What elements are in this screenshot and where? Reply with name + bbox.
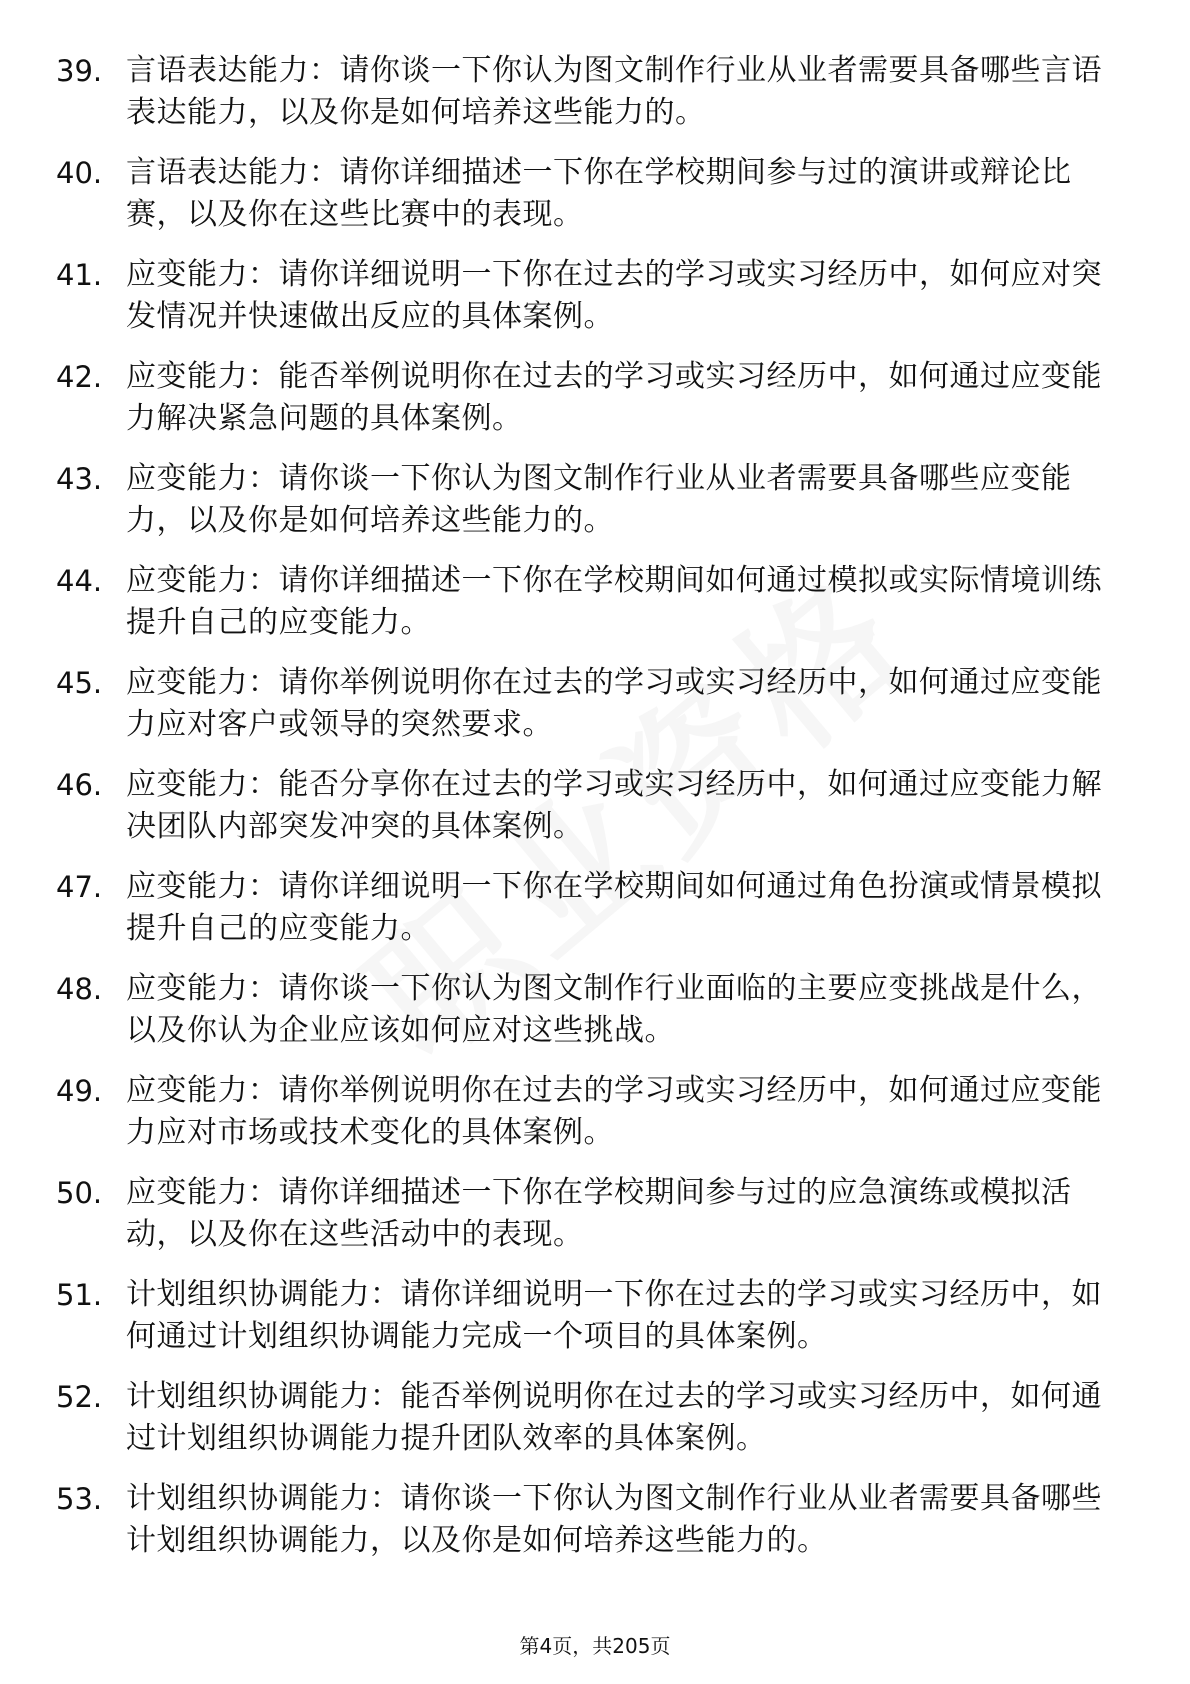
question-item <box>56 560 1116 662</box>
question-item <box>56 1172 1116 1274</box>
question-number: 48. <box>56 972 103 1006</box>
question-text: 应变能力：能否分享你在过去的学习或实习经历中，如何通过应变能力解决团队内部突发冲突的具体案例。 <box>126 767 1102 844</box>
question-text: 应变能力：请你详细描述一下你在学校期间参与过的应急演练或模拟活动，以及你在这些活动中的表现。 <box>126 1175 1072 1252</box>
question-number: 40. <box>56 156 103 190</box>
question-number: 45. <box>56 666 103 700</box>
question-item <box>56 1478 1116 1580</box>
question-number: 39. <box>56 54 103 88</box>
question-item <box>56 1070 1116 1172</box>
question-item <box>56 152 1116 254</box>
question-number: 41. <box>56 258 103 292</box>
question-item <box>56 356 1116 458</box>
question-text: 应变能力：请你详细说明一下你在过去的学习或实习经历中，如何应对突发情况并快速做出反应的具体案例。 <box>126 257 1102 334</box>
question-text: 应变能力：请你举例说明你在过去的学习或实习经历中，如何通过应变能力应对市场或技术变化的具体案例。 <box>126 1073 1102 1150</box>
question-number: 53. <box>56 1482 103 1516</box>
question-text: 应变能力：请你详细描述一下你在学校期间如何通过模拟或实际情境训练提升自己的应变能力。 <box>126 563 1102 640</box>
question-item <box>56 866 1116 968</box>
question-item <box>56 662 1116 764</box>
question-number: 52. <box>56 1380 103 1414</box>
question-item <box>56 968 1116 1070</box>
question-number: 42. <box>56 360 103 394</box>
question-number: 44. <box>56 564 103 598</box>
question-number: 50. <box>56 1176 103 1210</box>
question-text: 计划组织协调能力：能否举例说明你在过去的学习或实习经历中，如何通过计划组织协调能力提升团队效率的具体案例。 <box>126 1379 1102 1456</box>
question-text: 应变能力：请你详细说明一下你在学校期间如何通过角色扮演或情景模拟提升自己的应变能力。 <box>126 869 1102 946</box>
question-number: 51. <box>56 1278 103 1312</box>
question-item <box>56 1274 1116 1376</box>
question-text: 计划组织协调能力：请你详细说明一下你在过去的学习或实习经历中，如何通过计划组织协调能力完成一个项目的具体案例。 <box>126 1277 1102 1354</box>
question-text: 言语表达能力：请你详细描述一下你在学校期间参与过的演讲或辩论比赛，以及你在这些比赛中的表现。 <box>126 155 1072 232</box>
question-text: 应变能力：请你举例说明你在过去的学习或实习经历中，如何通过应变能力应对客户或领导的突然要求。 <box>126 665 1102 742</box>
question-text: 言语表达能力：请你谈一下你认为图文制作行业从业者需要具备哪些言语表达能力，以及你是如何培养这些能力的。 <box>126 53 1102 130</box>
question-text: 应变能力：请你谈一下你认为图文制作行业面临的主要应变挑战是什么，以及你认为企业应该如何应对这些挑战。 <box>126 971 1102 1048</box>
question-number: 47. <box>56 870 103 904</box>
question-item <box>56 764 1116 866</box>
page-footer: 第4页，共205页 <box>519 1634 671 1658</box>
question-number: 46. <box>56 768 103 802</box>
question-number: 49. <box>56 1074 103 1108</box>
question-text: 应变能力：请你谈一下你认为图文制作行业从业者需要具备哪些应变能力，以及你是如何培养这些能力的。 <box>126 461 1072 538</box>
question-item <box>56 458 1116 560</box>
question-item <box>56 1376 1116 1478</box>
question-text: 计划组织协调能力：请你谈一下你认为图文制作行业从业者需要具备哪些计划组织协调能力，以及你是如何培养这些能力的。 <box>126 1481 1102 1558</box>
question-item <box>56 50 1116 152</box>
question-number: 43. <box>56 462 103 496</box>
question-list <box>56 50 1116 1580</box>
question-item <box>56 254 1116 356</box>
question-text: 应变能力：能否举例说明你在过去的学习或实习经历中，如何通过应变能力解决紧急问题的具体案例。 <box>126 359 1102 436</box>
